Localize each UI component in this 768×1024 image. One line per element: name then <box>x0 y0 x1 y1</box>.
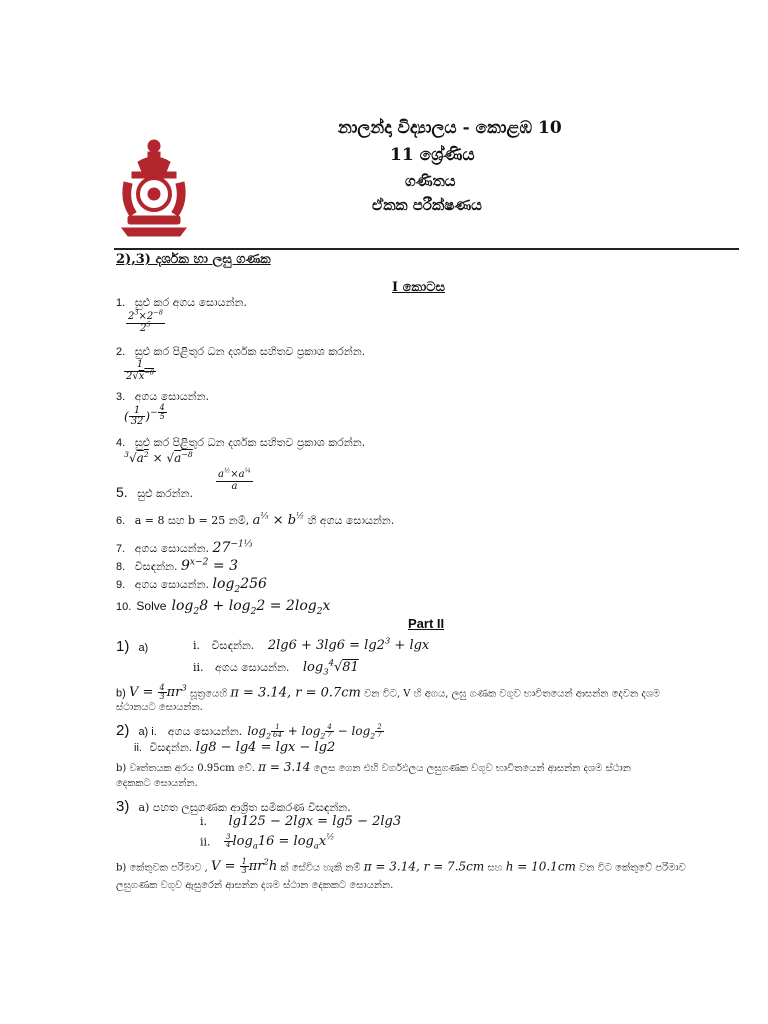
question-number: 2) <box>116 722 130 739</box>
p2-q2-b-line2: දෙකකට සොයන්න. <box>116 778 198 789</box>
p1-q3-expression: ( $\frac{1}{32}$ )$^{- \frac{4}{5}}$ <box>124 403 165 428</box>
question-text: Solve <box>136 599 167 613</box>
p1-question-8 <box>116 558 238 574</box>
q10-expression: $\log_28 + \log_22 = 2\log_2x$ <box>171 598 331 617</box>
part1-title: I කොටස <box>392 280 445 295</box>
p2-q1-i-expression: $2\lg 6 + 3\lg 6 = \lg 2^3 + \lg x$ <box>267 635 430 653</box>
p2-q1-b <box>116 684 660 702</box>
sub-label: b) <box>116 687 126 700</box>
q9-expression: $\log_2256$ <box>212 576 267 595</box>
q8-expression: $9^{x-2} = 3$ <box>180 557 238 574</box>
p2-q1-b-formula: V = $\frac{4}{3}$ $\pi r^3$ <box>128 683 187 702</box>
question-text: b) වෘත්තයක අරය 0.95cm වේ. <box>116 763 255 774</box>
p2-q2-a-i <box>116 720 384 739</box>
q7-expression: $27^{-1\frac{1}{3}}$ <box>212 539 253 556</box>
topic-title: 2),3) දර්ශක හා ලඝු ගණක <box>116 252 271 267</box>
p2-q1-a-ii <box>193 657 359 677</box>
p2-q3-b-formula: V = $\frac{1}{3}$ $\pi r^2h$ <box>211 857 278 876</box>
question-text: වන විට කේතුවේ පරිමාව <box>579 862 686 874</box>
question-number: 1) <box>116 638 130 655</box>
question-number: 10. <box>116 601 132 613</box>
question-text: a = 8 සහ b = 25 නම්, <box>134 514 250 527</box>
p1-question-4 <box>116 436 365 450</box>
question-number: 3) <box>116 798 130 815</box>
p2-q3-a-ii <box>200 834 334 850</box>
sub-label: i. <box>193 639 201 652</box>
subject-label: ගණිතය <box>405 172 456 190</box>
p2-q3-a <box>116 796 351 815</box>
question-text: අගය සොයන්න. <box>134 390 210 403</box>
question-text: සුළු කර පිළිතුර ධන දර්ශක සහිතව ප්‍රකාශ කරන්න. <box>134 345 366 358</box>
grade-label: 11 ශ්‍රේණිය <box>390 145 475 165</box>
sub-label: ii. <box>134 742 142 754</box>
school-crest-logo <box>118 132 190 242</box>
question-text: සූත්‍රයෙහි <box>189 688 228 700</box>
question-text: අගය සොයන්න. <box>215 661 290 674</box>
p1-q1-expression: $\frac{2^3\times 2^{-8}}{2^5}$ <box>128 308 163 334</box>
question-number: 3. <box>116 391 126 403</box>
p1-question-5 <box>116 484 193 501</box>
question-number: 9. <box>116 579 126 591</box>
p1-q2-expression: $\frac{1}{2√x^{-8}}$ <box>126 359 154 382</box>
p2-q2-ii-expression: lg8 − lg4 = lgx − lg2 <box>195 740 336 755</box>
p2-q3-b-line2: ලඝුගණක වගුව ඇසුරෙන් ආසන්න දශම ස්ථාන දෙකකට සොයන්න. <box>116 880 394 891</box>
question-text: විසඳන්න. <box>211 639 255 652</box>
p2-q1-b-values: π = 3.14, r = 0.7cm <box>230 685 361 701</box>
p1-question-9 <box>116 576 267 595</box>
header-divider <box>114 248 739 250</box>
question-text: ක් සේවිය හැකි නම් <box>280 862 361 874</box>
part2-title: Part II <box>408 616 445 631</box>
question-text: හි අගය සොයන්න. <box>307 514 395 527</box>
p1-question-6 <box>116 510 395 528</box>
p2-q1-ii-expression: $\log_3^4√81$ <box>302 657 359 677</box>
question-text: b) කේතුවක පරිමාව , <box>116 862 208 874</box>
question-text: සුළු කරන්න. <box>137 487 193 500</box>
p2-q1-b-line2: ස්ථානයට සොයන්න. <box>116 702 203 713</box>
question-text: විසඳන්න. <box>134 560 178 573</box>
question-number: 2. <box>116 346 126 358</box>
p2-q2-i-expression: $\log_2$ $\frac{1}{64}$ + $\log_2$ $\frac{4}{7}$ − $\log_2$ $\frac{2}{7}$ <box>247 722 382 741</box>
p1-q4-expression: $^3√a^2 \times √a^{-8}$ <box>124 450 193 465</box>
p2-q3-i-expression: lg125 − 2lgx = lg5 − 2lg3 <box>228 814 402 829</box>
sub-label: a) i. <box>138 726 157 738</box>
p2-q2-a-ii <box>134 740 335 755</box>
school-name: නාලන්දා විද්‍යාලය - කොළඹ 10 <box>338 118 562 138</box>
p2-q2-b-pi: π = 3.14 <box>258 760 311 774</box>
sub-label: ii. <box>200 835 211 849</box>
p1-question-2 <box>116 345 365 359</box>
question-text: සහ <box>487 862 503 874</box>
question-number: 4. <box>116 437 126 449</box>
p2-q1-a <box>116 636 148 655</box>
p1-question-7 <box>116 540 253 556</box>
question-text: a) පහත ලඝුගණක ආශ්‍රිත සමීකරණ විසඳන්න. <box>138 801 351 814</box>
p2-q3-b-height: h = 10.1cm <box>505 859 576 874</box>
question-text: ලෙස ගෙන එහි වර්ගඵලය ලඝුගණක වගුව භාවිතයෙන් ආසන්න දශම ස්ථාන <box>313 763 631 774</box>
question-number: 5. <box>116 484 128 500</box>
question-text: අගය සොයන්න. <box>134 542 210 555</box>
question-text: අගය සොයන්න. <box>167 725 243 738</box>
p1-question-3 <box>116 390 209 404</box>
p2-q3-a-i <box>200 814 401 829</box>
p2-q2-b <box>116 760 631 774</box>
p1-q5-expression: $\frac{a^{\frac{1}{2}}\times a^{\frac{1}{4}}}{a}$ <box>218 466 251 492</box>
p1-question-10 <box>116 595 331 617</box>
question-number: 8. <box>116 561 126 573</box>
question-text: සුළු කර අගය සොයන්න. <box>134 296 247 309</box>
sub-label: ii. <box>193 661 204 674</box>
q6-expression: $a^{\frac{1}{3}} \times b^{\frac{1}{2}}$ <box>252 510 305 528</box>
question-text: විසඳන්න. <box>149 741 193 754</box>
p2-q3-b <box>116 858 686 876</box>
question-text: වන විට, V හි අගය, ලඝු ගණක වගුව භාවිතයෙන් ආසන්න දෙවන දශම <box>364 688 661 700</box>
question-number: 6. <box>116 515 126 527</box>
question-text: සුළු කර පිළිතුර ධන දර්ශක සහිතව ප්‍රකාශ කරන්න. <box>134 436 366 449</box>
question-number: 1. <box>116 297 126 309</box>
p2-q3-b-values: π = 3.14, r = 7.5cm <box>363 859 485 874</box>
p2-q1-a-i <box>193 635 430 653</box>
sub-label: a) <box>138 642 149 654</box>
question-number: 7. <box>116 543 126 555</box>
test-label: ඒකක පරීක්ෂණය <box>372 196 482 214</box>
sub-label: i. <box>200 815 208 828</box>
question-text: අගය සොයන්න. <box>134 578 210 591</box>
p2-q3-ii-expression: $\frac{3}{4}$ $\log_a16 = \log_ax^{\frac{1}{2}}$ <box>226 832 335 851</box>
